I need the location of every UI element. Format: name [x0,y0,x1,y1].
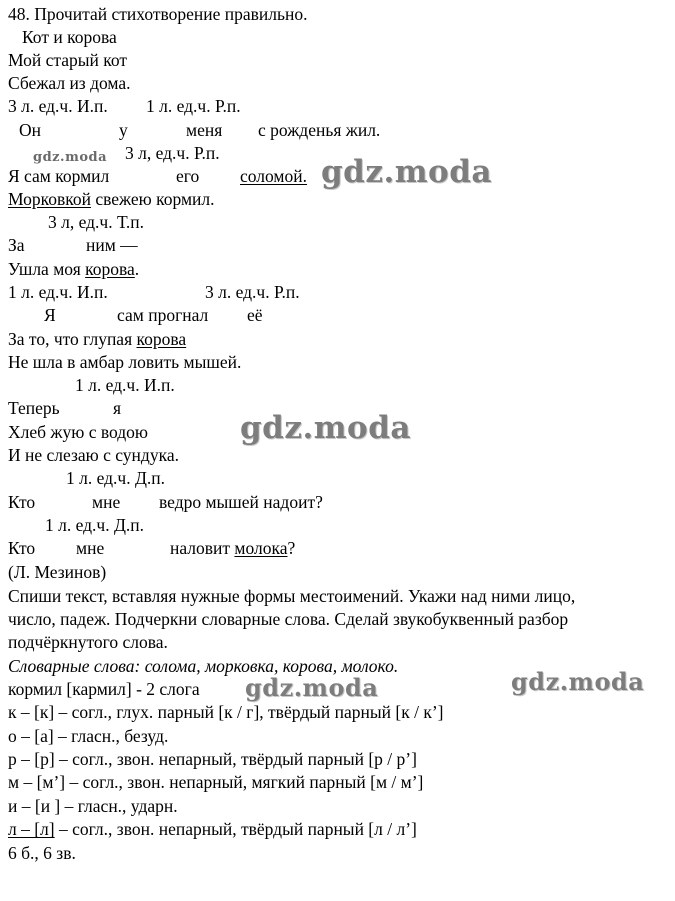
poem-line-6-word-1: За [8,235,25,255]
poem-line-15-word-2: мне [76,538,105,558]
poem-line-3-word-2: у [119,120,128,140]
poem-line-5-rest: свежею кормил. [90,189,215,209]
poem-line-10: Не шла в амбар ловить мышей. [8,352,242,372]
poem-line-7-part-1: Ушла моя [8,259,86,279]
poem-line-8-word-2: сам прогнал [117,305,209,325]
poem-title: Кот и корова [22,27,117,47]
poem-line-11-word-2: я [113,398,122,418]
poem-line-6-word-2: ним — [86,235,138,255]
poem-line-5 [8,189,215,209]
poem-line-14-rest: ведро мышей надоит? [159,492,323,512]
poem-line-12: Хлеб жую с водою [8,422,148,442]
parse-line-4: м – [м’] – согл., звон. непарный, мягкий парный [м / м’] [8,772,424,792]
poem-line-1: Мой старый кот [8,50,128,70]
poem-line-11-word-1: Теперь [8,398,60,418]
parse-line-0: кормил [кармил] - 2 слога [8,679,200,699]
parse-line-6-rest: – согл., звон. непарный, твёрдый парный [л / л’] [54,819,417,839]
parse-line-6-letter: л – [л] [8,819,55,839]
annotation-5: 1 л. ед.ч. И.п. [75,375,175,395]
watermark-bottom-left: gdz.moda [245,673,379,702]
annotation-7: 1 л. ед.ч. Д.п. [45,515,145,535]
annotation-3: 3 л, ед.ч. Т.п. [48,212,145,232]
parse-line-1: к – [к] – согл., глух. парный [к / г], твёрдый парный [к / к’] [8,702,444,722]
watermark-bottom-right: gdz.moda [511,667,645,696]
poem-line-9 [8,329,186,349]
poem-line-2: Сбежал из дома. [8,73,131,93]
task-line-1: Спиши текст, вставляя нужные формы местоимений. Укажи над ними лицо, [8,586,576,606]
poem-line-15-verb: наловит [170,538,235,558]
poem-line-9-part-1: За то, что глупая [8,329,137,349]
watermark-middle: gdz.moda [240,410,411,446]
annotation-6: 1 л. ед.ч. Д.п. [66,468,166,488]
poem-line-7 [8,259,139,279]
poem-line-4-vocab-word: соломой. [240,166,308,186]
poem-line-4-part-1: Я сам кормил [8,166,110,186]
poem-line-7-dot: . [134,259,140,279]
parse-line-5: и – [и ] – гласн., ударн. [8,796,178,816]
poem-line-14-word-1: Кто [8,492,36,512]
poem-line-15-rest [170,538,295,558]
watermark-top: gdz.moda [321,154,492,190]
annotation-4b: 3 л. ед.ч. Р.п. [205,282,300,302]
poem-line-3-word-3: меня [186,120,223,140]
poem-line-3-word-1: Он [19,120,42,140]
poem-line-8-word-1: Я [44,305,56,325]
task-line-2: число, падеж. Подчеркни словарные слова. Сделай звукобуквенный разбор [8,609,569,629]
watermark-small: gdz.moda [33,150,108,165]
vocab-word-korova-2: корова [136,329,187,349]
annotation-1b: 1 л. ед.ч. Р.п. [146,96,241,116]
annotation-2: 3 л, ед.ч. Р.п. [125,143,220,163]
vocab-word-korova: корова [85,259,135,279]
poem-line-4-part-2: его [176,166,200,186]
poem-line-8-word-3: её [247,305,263,325]
poem-line-14-word-2: мне [92,492,121,512]
parse-line-2: о – [а] – гласн., безуд. [8,726,169,746]
dictionary-words: Словарные слова: солома, морковка, корова, молоко. [8,656,399,676]
parse-line-3: р – [р] – согл., звон. непарный, твёрдый парный [р / р’] [8,749,417,769]
poem-line-15-qmark: ? [287,538,296,558]
vocab-word-morkovka: Морковкой [8,189,91,209]
poem-line-13: И не слезаю с сундука. [8,445,179,465]
poem-line-15-word-1: Кто [8,538,36,558]
exercise-header: 48. Прочитай стихотворение правильно. [8,4,308,24]
annotation-1a: 3 л. ед.ч. И.п. [8,96,108,116]
task-line-3: подчёркнутого слова. [8,632,168,652]
poem-author: (Л. Мезинов) [8,562,107,582]
annotation-4a: 1 л. ед.ч. И.п. [8,282,108,302]
vocab-word-moloko: молока [234,538,288,558]
parse-line-6 [8,819,417,839]
poem-line-3-word-4: с рожденья жил. [258,120,381,140]
parse-line-7: 6 б., 6 зв. [8,843,76,863]
